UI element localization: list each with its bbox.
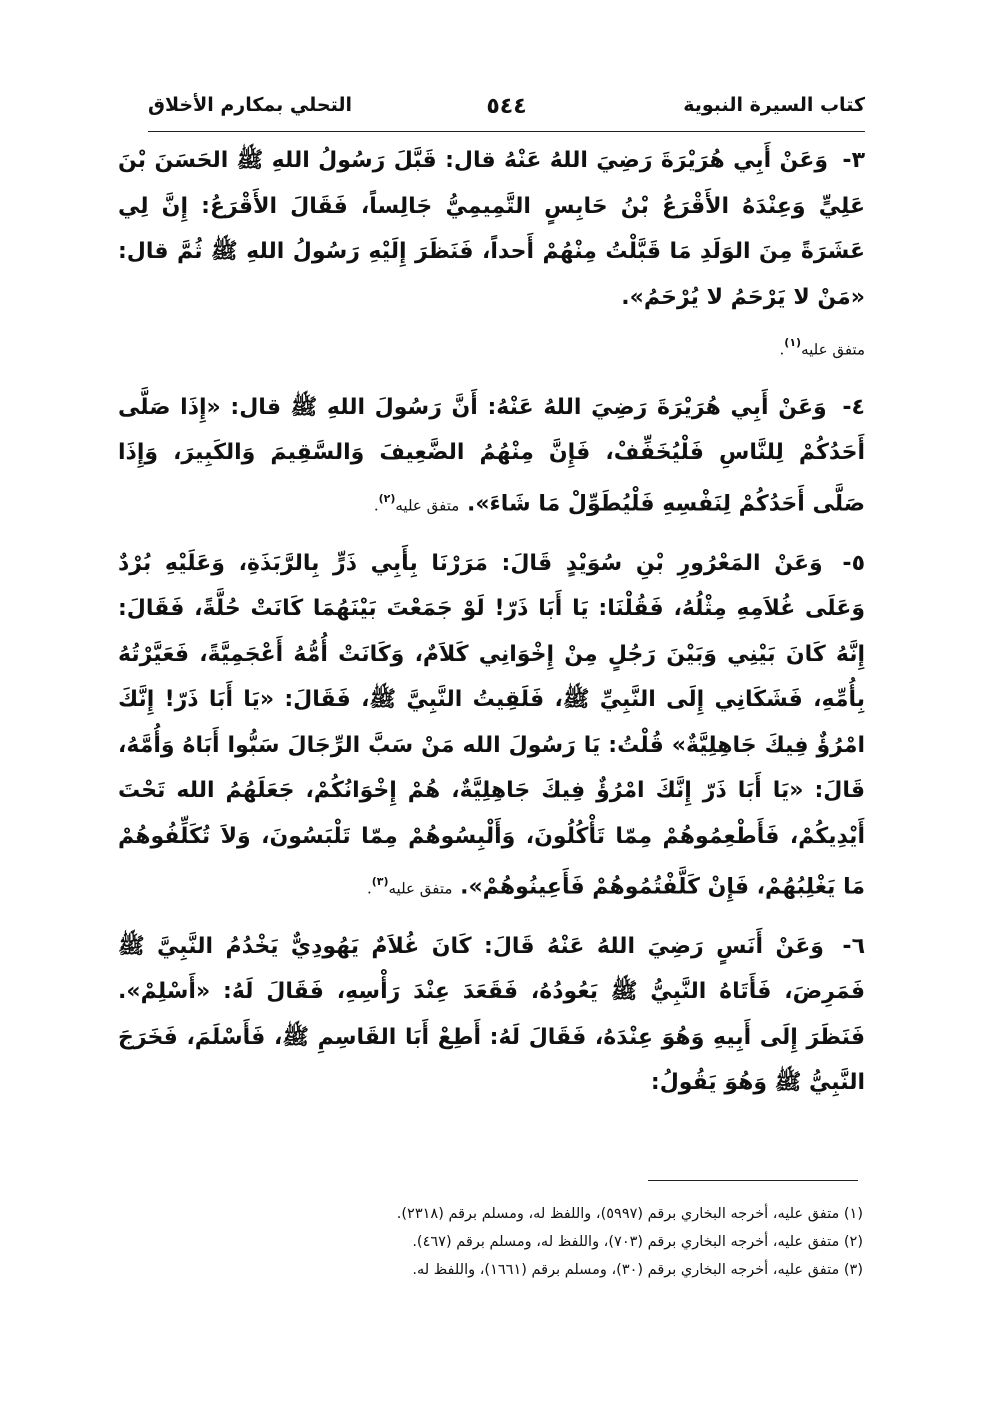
chapter-title: التحلي بمكارم الأخلاق xyxy=(148,94,352,116)
hadith-5: ٥- وَعَنْ المَعْرُورِ بْنِ سُوَيْدٍ قَالَ: مَرَرْنَا بِأَبِي ذَرٍّ بِالرَّبَذَةِ، وَعَلَيْهِ بُرْدٌ وَعَلَى غُلاَمِهِ مِثْلُهُ، فَقُلْنَا: يَا أَبَا ذَرّ! لَوْ جَمَعْتَ بَيْنَهُمَا كَانَتْ حُلَّةً، فَقَالَ: إِنَّهُ كَانَ بَيْنِي وَبَيْنَ رَجُلٍ مِنْ إِخْوَانِي كَلاَمٌ، وَكَانَتْ أُمُّهُ أَعْجَمِيَّةً، فَعَيَّرْتُهُ بِأُمِّهِ، فَشَكَانِي إِلَى النَّبِيِّ ﷺ، فَلَقِيتُ النَّبِيَّ ﷺ، فَقَالَ: «يَا أَبَا ذَرّ! إِنَّكَ امْرُؤٌ فِيكَ جَاهِلِيَّةٌ» قُلْتُ: يَا رَسُولَ الله مَنْ سَبَّ الرِّجَالَ سَبُّوا أَبَاهُ وَأُمَّهُ، قَالَ: «يَا أَبَا ذَرّ إِنَّكَ امْرُؤٌ فِيكَ جَاهِلِيَّةٌ، هُمْ إِخْوَانُكُمْ، جَعَلَهُمُ الله تَحْتَ أَيْدِيكُمْ، فَأَطْعِمُوهُمْ مِمّا تَأْكُلُونَ، وَأَلْبِسُوهُمْ مِمّا تَلْبَسُونَ، وَلاَ تُكَلِّفُوهُمْ مَا يَغْلِبُهُمْ، فَإِنْ كَلَّفْتُمُوهُمْ فَأَعِينُوهُمْ». متفق عليه$^{(٣)}$. xyxy=(118,550,865,900)
page-number: ٥٤٤ xyxy=(486,94,527,119)
header-divider xyxy=(148,131,865,132)
hadith-source: متفق عليه xyxy=(395,496,460,515)
footnote-ref[interactable]: (٢) xyxy=(378,491,396,505)
hadith-text: وَعَنْ أَنَسٍ رَضِيَ اللهُ عَنْهُ قَالَ: كَانَ غُلاَمٌ يَهُودِيٌّ يَخْدُمُ النَّبِيَّ ﷺ فَمَرِضَ، فَأَتَاهُ النَّبِيُّ ﷺ يَعُودُهُ، فَقَعَدَ عِنْدَ رَأْسِهِ، فَقَالَ لَهُ: «أَسْلِمْ». فَنَظَرَ إِلَى أَبِيهِ وَهُوَ عِنْدَهُ، فَقَالَ لَهُ: أَطِعْ أَبَا القَاسِمِ ﷺ، فَأَسْلَمَ، فَخَرَجَ النَّبِيُّ ﷺ وَهُوَ يَقُولُ: xyxy=(118,933,865,1096)
running-header xyxy=(148,94,865,134)
hadith-text: وَعَنْ المَعْرُورِ بْنِ سُوَيْدٍ قَالَ: مَرَرْنَا بِأَبِي ذَرٍّ بِالرَّبَذَةِ، وَعَلَيْهِ بُرْدٌ وَعَلَى غُلاَمِهِ مِثْلُهُ، فَقُلْنَا: يَا أَبَا ذَرّ! لَوْ جَمَعْتَ بَيْنَهُمَا كَانَتْ حُلَّةً، فَقَالَ: إِنَّهُ كَانَ بَيْنِي وَبَيْنَ رَجُلٍ مِنْ إِخْوَانِي كَلاَمٌ، وَكَانَتْ أُمُّهُ أَعْجَمِيَّةً، فَعَيَّرْتُهُ بِأُمِّهِ، فَشَكَانِي إِلَى النَّبِيِّ ﷺ، فَلَقِيتُ النَّبِيَّ ﷺ، فَقَالَ: «يَا أَبَا ذَرّ! إِنَّكَ امْرُؤٌ فِيكَ جَاهِلِيَّةٌ» قُلْتُ: يَا رَسُولَ الله مَنْ سَبَّ الرِّجَالَ سَبُّوا أَبَاهُ وَأُمَّهُ، قَالَ: «يَا أَبَا ذَرّ إِنَّكَ امْرُؤٌ فِيكَ جَاهِلِيَّةٌ، هُمْ إِخْوَانُكُمْ، جَعَلَهُمُ الله تَحْتَ أَيْدِيكُمْ، فَأَطْعِمُوهُمْ مِمّا تَأْكُلُونَ، وَأَلْبِسُوهُمْ مِمّا تَلْبَسُونَ، وَلاَ تُكَلِّفُوهُمْ مَا يَغْلِبُهُمْ، فَإِنْ كَلَّفْتُمُوهُمْ فَأَعِينُوهُمْ». xyxy=(118,550,865,900)
page-body xyxy=(118,138,865,1118)
hadith-text: وَعَنْ أَبِي هُرَيْرَةَ رَضِيَ اللهُ عَنْهُ: أَنَّ رَسُولَ اللهِ ﷺ قال: «إِذَا صَلَّى أَحَدُكُمْ لِلنَّاسِ فَلْيُخَفِّفْ، فَإِنَّ مِنْهُمُ الضَّعِيفَ وَالسَّقِيمَ وَالكَبِيرَ، وَإِذَا صَلَّى أَحَدُكُمْ لِنَفْسِهِ فَلْيُطَوِّلْ مَا شَاءَ». xyxy=(118,394,865,517)
hadith-6 xyxy=(118,924,865,1106)
hadith-4: ٤- وَعَنْ أَبِي هُرَيْرَةَ رَضِيَ اللهُ عَنْهُ: أَنَّ رَسُولَ اللهِ ﷺ قال: «إِذَا صَلَّى أَحَدُكُمْ لِلنَّاسِ فَلْيُخَفِّفْ، فَإِنَّ مِنْهُمُ الضَّعِيفَ وَالسَّقِيمَ وَالكَبِيرَ، وَإِذَا صَلَّى أَحَدُكُمْ لِنَفْسِهِ فَلْيُطَوِّلْ مَا شَاءَ». متفق عليه$^{(٢)}$. xyxy=(118,394,865,517)
hadith-text: وَعَنْ أَبِي هُرَيْرَةَ رَضِيَ اللهُ عَنْهُ قال: قَبَّلَ رَسُولُ اللهِ ﷺ الحَسَنَ بْنَ عَلِيٍّ وَعِنْدَهُ الأَقْرَعُ بْنُ حَابِسٍ التَّمِيمِيُّ جَالِساً، فَقَالَ الأَقْرَعُ: إِنَّ لِي عَشَرَةً مِنَ الوَلَدِ مَا قَبَّلْتُ مِنْهُمْ أَحداً، فَنَظَرَ إِلَيْهِ رَسُولُ اللهِ ﷺ ثُمَّ قال: «مَنْ لا يَرْحَمُ لا يُرْحَمُ». xyxy=(118,148,865,310)
footnote-3: (٣) متفق عليه، أخرجه البخاري برقم (٣٠)، ومسلم برقم (١٦٦١)، واللفظ له. xyxy=(412,1262,863,1278)
footnote-divider xyxy=(648,1180,858,1181)
book-title: كتاب السيرة النبوية xyxy=(683,94,865,116)
footnote-2: (٢) متفق عليه، أخرجه البخاري برقم (٧٠٣)، واللفظ له، ومسلم برقم (٤٦٧). xyxy=(412,1234,863,1250)
hadith-source: متفق عليه xyxy=(801,340,865,359)
footnote-ref[interactable]: (١) xyxy=(784,336,802,349)
hadith-number: ٣- xyxy=(842,148,865,173)
footnote-ref[interactable]: (٣) xyxy=(371,875,389,889)
hadith-number: ٤- xyxy=(842,394,865,420)
hadith-number: ٥- xyxy=(842,550,865,576)
hadith-source: متفق عليه xyxy=(388,879,453,898)
footnotes xyxy=(120,1200,863,1284)
hadith-number: ٦- xyxy=(842,933,865,959)
hadith-3: ٣- وَعَنْ أَبِي هُرَيْرَةَ رَضِيَ اللهُ عَنْهُ قال: قَبَّلَ رَسُولُ اللهِ ﷺ الحَسَنَ بْنَ عَلِيٍّ وَعِنْدَهُ الأَقْرَعُ بْنُ حَابِسٍ التَّمِيمِيُّ جَالِساً، فَقَالَ الأَقْرَعُ: إِنَّ لِي عَشَرَةً مِنَ الوَلَدِ مَا قَبَّلْتُ مِنْهُمْ أَحداً، فَنَظَرَ إِلَيْهِ رَسُولُ اللهِ ﷺ ثُمَّ قال: «مَنْ لا يَرْحَمُ لا يُرْحَمُ». متفق عليه$^{(١)}$. xyxy=(118,148,865,359)
footnote-1: (١) متفق عليه، أخرجه البخاري برقم (٥٩٩٧)، واللفظ له، ومسلم برقم (٢٣١٨). xyxy=(396,1206,863,1222)
